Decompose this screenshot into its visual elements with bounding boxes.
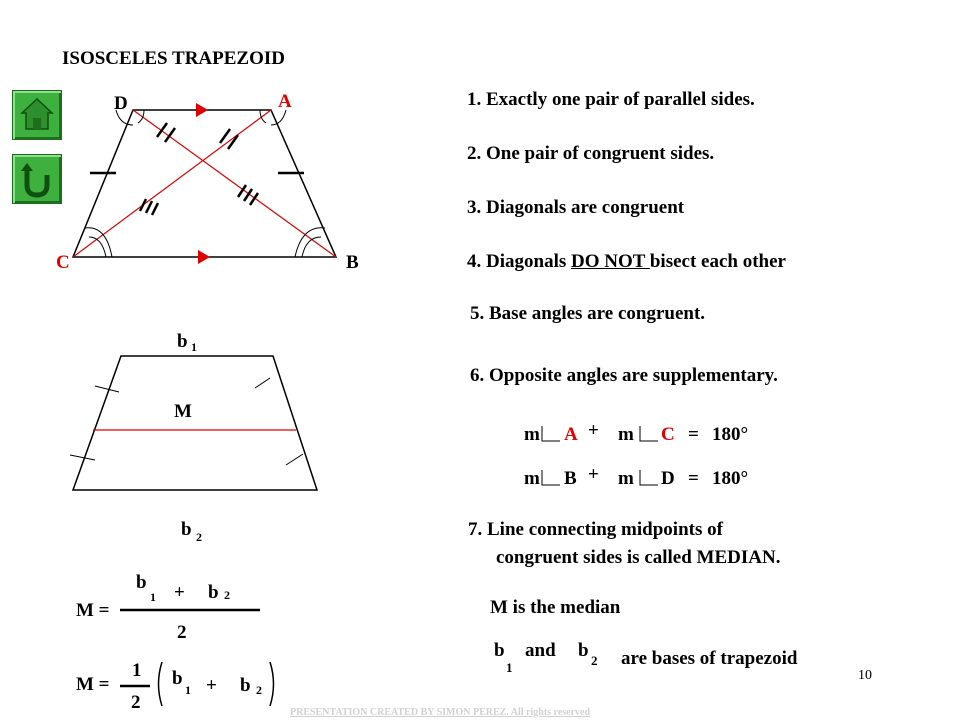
b1-label: b (177, 331, 188, 352)
equals-sign: = (688, 424, 699, 445)
footer-credit-link[interactable]: PRESENTATION CREATED BY SIMON PEREZ. All rights reserved (290, 707, 591, 718)
formula-numerator: 1 (132, 660, 142, 681)
measure-label: m (524, 468, 540, 489)
b1-subscript: 1 (191, 340, 197, 354)
property-7-line-2: congruent sides is called MEDIAN. (496, 547, 781, 568)
vertex-a-label: A (278, 91, 292, 112)
median-note: M is the median (490, 597, 621, 618)
formula-denominator: 2 (177, 622, 187, 643)
b2-label: b (578, 640, 589, 661)
page-title: ISOSCELES TRAPEZOID (62, 48, 285, 69)
measure-label: m (524, 424, 540, 445)
formula-b1-subscript: 1 (185, 683, 191, 697)
median-formula-2 (74, 656, 294, 720)
bases-description: are bases of trapezoid (621, 648, 798, 669)
left-parenthesis (159, 662, 163, 706)
formula-b2-subscript: 2 (224, 588, 230, 602)
plus-sign: + (588, 464, 599, 485)
vertex-d-label: D (114, 93, 128, 114)
b2-label: b (181, 519, 192, 540)
formula-b1: b (172, 668, 183, 689)
angle-symbol-icon (640, 470, 658, 485)
vertex-b-label: B (346, 252, 359, 273)
property-5: 5. Base angles are congruent. (470, 303, 706, 324)
b1-label: b (494, 640, 505, 661)
formula-denominator: 2 (131, 692, 141, 713)
formula-b2-subscript: 2 (256, 683, 262, 697)
angle-symbol-icon (542, 426, 560, 441)
median-trapezoid-diagram (60, 320, 330, 550)
property-7-line-1: 7. Line connecting midpoints of (468, 519, 723, 540)
formula-plus: + (206, 675, 217, 696)
bases-note (490, 636, 850, 680)
measure-label: m (618, 468, 634, 489)
angle-b-label: B (564, 468, 577, 489)
angle-d-label: D (661, 468, 675, 489)
angle-c-label: C (661, 424, 675, 445)
property-4 (467, 251, 786, 273)
property-4-rest: bisect each other (649, 251, 786, 272)
angle-symbol-icon (542, 470, 560, 485)
angle-a-label: A (564, 424, 578, 445)
page-number: 10 (858, 668, 872, 683)
formula-b1: b (136, 572, 147, 593)
median-label: M (174, 401, 192, 422)
angle-sum-row-2 (520, 462, 780, 494)
equals-sign: = (688, 468, 699, 489)
formula-b2: b (240, 675, 251, 696)
angle-sum-row-1 (520, 418, 780, 450)
angle-sum-value: 180° (712, 424, 749, 445)
and-label: and (525, 640, 556, 661)
b2-subscript: 2 (591, 653, 598, 668)
formula-b1-subscript: 1 (150, 590, 156, 604)
property-2: 2. One pair of congruent sides. (467, 143, 715, 164)
property-3: 3. Diagonals are congruent (467, 197, 685, 218)
formula-b2: b (208, 582, 219, 603)
property-4-emphasis: DO NOT (571, 251, 650, 272)
vertex-c-label: C (56, 252, 70, 273)
property-4-lead: 4. Diagonals (467, 251, 571, 272)
angle-sum-value: 180° (712, 468, 749, 489)
b2-subscript: 2 (196, 530, 202, 544)
median-formula-1 (74, 568, 274, 648)
b1-subscript: 1 (506, 660, 513, 675)
property-1: 1. Exactly one pair of parallel sides. (467, 89, 755, 110)
formula-plus: + (174, 582, 185, 603)
measure-label: m (618, 424, 634, 445)
angle-symbol-icon (640, 426, 658, 441)
property-6: 6. Opposite angles are supplementary. (470, 365, 778, 386)
right-parenthesis (270, 662, 274, 706)
formula-lhs: M = (76, 600, 110, 621)
plus-sign: + (588, 420, 599, 441)
formula-lhs: M = (76, 674, 110, 695)
isosceles-trapezoid-diagram (40, 85, 380, 280)
